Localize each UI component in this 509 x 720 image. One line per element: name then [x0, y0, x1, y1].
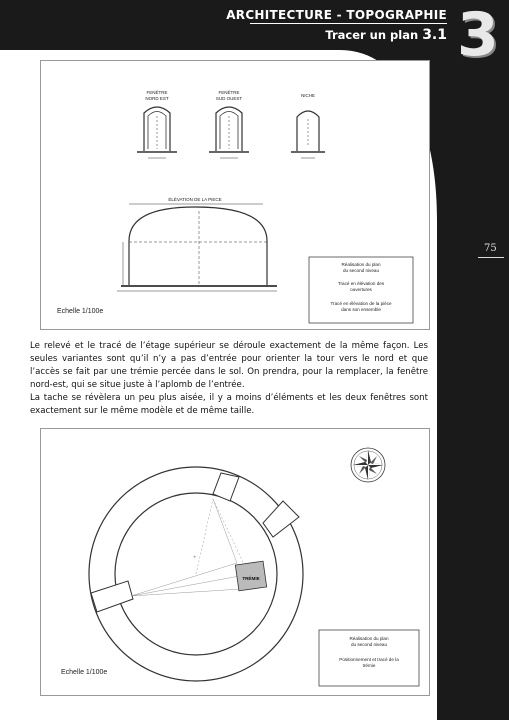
caption1-line6: dans son ensemble — [341, 307, 381, 312]
scale-label-1: Echelle 1/100e — [57, 308, 104, 315]
caption1-line2: du second niveau — [342, 268, 380, 273]
caption1-line5: Tracé en élévation de la pièce — [330, 301, 392, 306]
window-sud-ouest — [209, 88, 249, 158]
caption1-line1: Réalisation du plan — [341, 262, 381, 267]
window-ne-label-1: FENÊTRE — [146, 90, 168, 95]
niche — [291, 93, 325, 158]
tremie-label: TRÉMIE — [242, 576, 260, 581]
paragraph-2: La tache se révèlera un peu plus aisée, il y a moins d’éléments et les deux fenêtres sont exactement sur le même modèle et de même taille. — [30, 393, 428, 416]
paragraph-1: Le relevé et le tracé de l’étage supérieur se déroule exactement de la même façon. Les seules variantes sont qu’il n’y a pas d’entrée pour orienter la tour vers le nord et que l’accès se fait par une trémie percée dans le sol. On prendra, pour la remplacer, la fenêtre nord-est, qui se situe juste à l’aplomb de l’entrée. — [30, 341, 428, 390]
caption2-line4: trémie — [362, 663, 376, 668]
plan-drawing — [41, 429, 429, 695]
elevation-drawing — [41, 61, 429, 329]
header-rule — [250, 23, 447, 24]
page-number-rule — [478, 257, 504, 258]
chapter-number: 3 — [457, 0, 499, 70]
caption2-line1: Réalisation du plan — [349, 636, 389, 641]
plan-figure — [40, 428, 430, 696]
window-nord-est — [137, 88, 177, 158]
scale-label-2: Echelle 1/100e — [61, 669, 108, 676]
page-number: 75 — [484, 243, 497, 254]
compass-rose-icon — [351, 448, 385, 482]
window-ne-label-2: NORD EST — [145, 96, 169, 101]
elevation-label: ÉLÉVATION DE LA PIECE — [168, 197, 222, 202]
caption2-line2: du second niveau — [350, 642, 388, 647]
svg-text:+: + — [193, 555, 197, 561]
niche-label: NICHE — [300, 93, 316, 98]
room-elevation — [117, 196, 277, 291]
elevation-figure — [40, 60, 430, 330]
section-title: ARCHITECTURE - TOPOGRAPHIE — [226, 8, 447, 22]
body-text — [30, 340, 428, 418]
caption1-line4: ouvertures — [350, 287, 372, 292]
section-subtitle: Tracer un plan 3.1 — [325, 27, 447, 43]
caption2-line3: Positionnement et tracé de la — [339, 657, 399, 662]
caption1-line3: Tracé en élévation des — [337, 281, 385, 286]
window-so-label-2: SUD OUEST — [215, 96, 243, 101]
window-so-label-1: FENÊTRE — [218, 90, 240, 95]
